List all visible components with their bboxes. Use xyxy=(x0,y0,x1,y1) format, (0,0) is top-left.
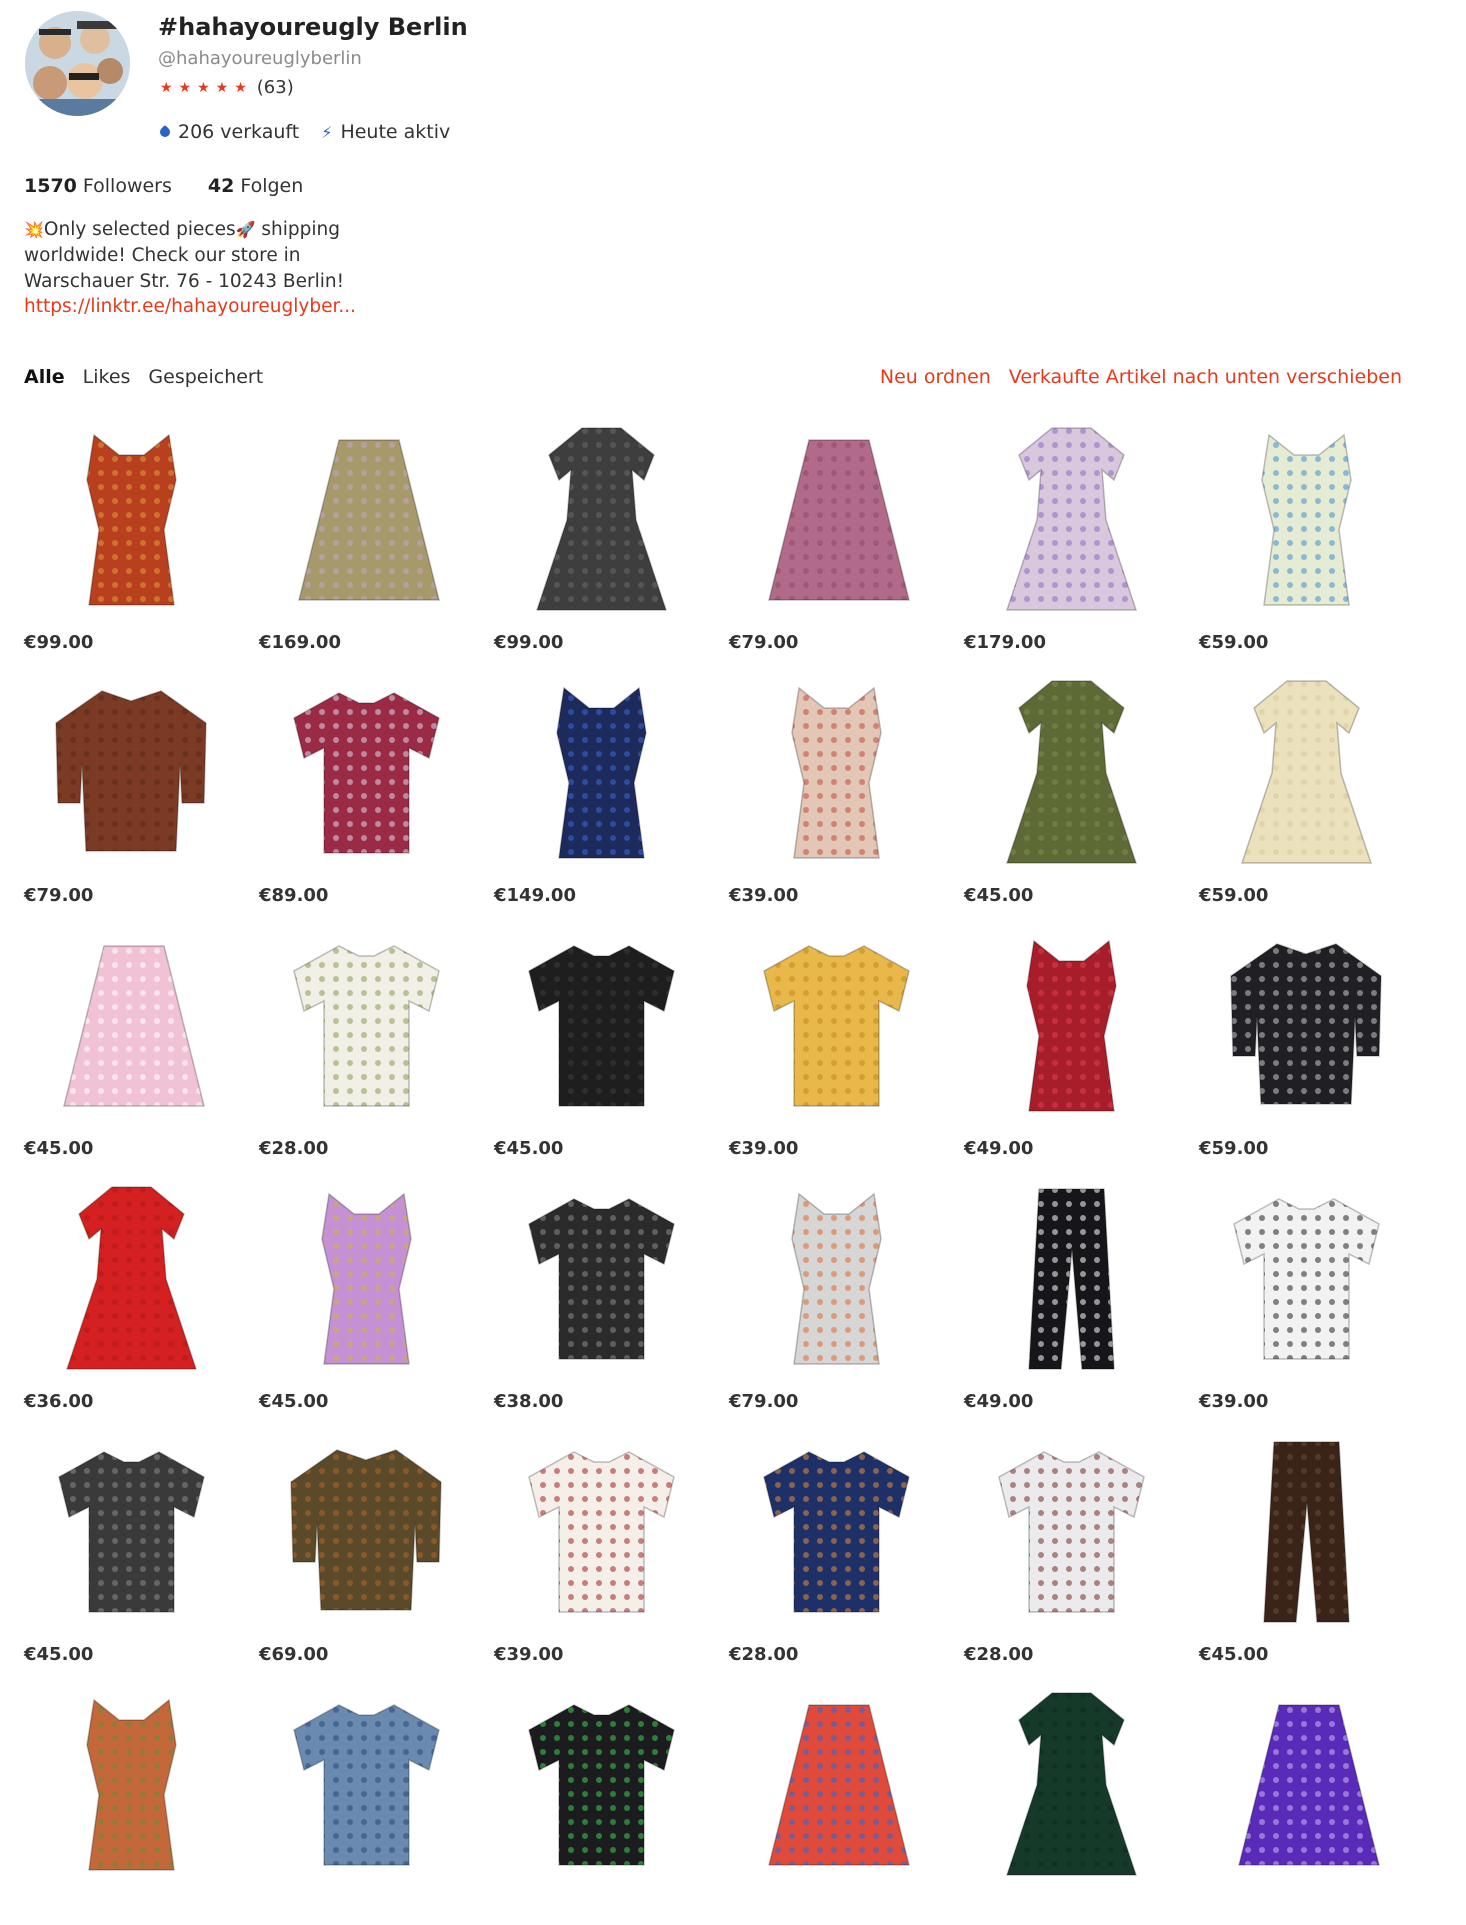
collision-icon: 💥 xyxy=(24,220,44,239)
tag-icon xyxy=(158,125,172,139)
bio-line-3: Warschauer Str. 76 - 10243 Berlin! xyxy=(24,271,344,292)
item-card[interactable] xyxy=(259,663,474,913)
followers-count: 1570 xyxy=(24,175,77,197)
item-price: €45.00 xyxy=(24,1138,94,1159)
item-price: €99.00 xyxy=(494,632,564,653)
item-price: €36.00 xyxy=(24,1391,94,1412)
avatar-image xyxy=(25,11,130,116)
item-price: €59.00 xyxy=(1199,885,1269,906)
rocket-icon: 🚀 xyxy=(235,220,256,239)
item-photo[interactable] xyxy=(964,1675,1179,1890)
bio-link[interactable]: https://linktr.ee/hahayoureuglyber... xyxy=(24,296,356,317)
item-price: €79.00 xyxy=(729,1391,799,1412)
sold-count: 206 verkauft xyxy=(178,121,300,143)
item-photo[interactable] xyxy=(259,916,474,1131)
shop-name: #hahayoureugly Berlin xyxy=(158,13,468,41)
item-card[interactable] xyxy=(1199,1675,1414,1925)
item-price: €45.00 xyxy=(24,1644,94,1665)
item-photo[interactable] xyxy=(729,1675,944,1890)
item-card[interactable] xyxy=(259,1422,474,1672)
move-sold-down-button[interactable]: Verkaufte Artikel nach unten verschieben xyxy=(1008,366,1402,388)
item-price: €28.00 xyxy=(259,1138,329,1159)
item-card[interactable] xyxy=(494,1675,709,1925)
shop-handle: @hahayoureuglyberlin xyxy=(158,48,362,69)
item-photo[interactable] xyxy=(24,410,239,625)
item-photo[interactable] xyxy=(494,1169,709,1384)
tab-alle[interactable]: Alle xyxy=(24,366,65,388)
item-card[interactable] xyxy=(259,410,474,660)
item-price: €45.00 xyxy=(494,1138,564,1159)
item-price: €28.00 xyxy=(729,1644,799,1665)
shop-bio xyxy=(24,217,404,295)
item-photo[interactable] xyxy=(1199,1169,1414,1384)
item-card[interactable] xyxy=(24,1675,239,1925)
bio-line-1: Only selected pieces xyxy=(43,219,236,240)
item-photo[interactable] xyxy=(494,1422,709,1637)
lightning-icon: ⚡ xyxy=(321,122,333,142)
item-photo[interactable] xyxy=(259,1675,474,1890)
bio-line-1b: shipping xyxy=(255,219,341,240)
item-card[interactable] xyxy=(1199,410,1414,660)
item-photo[interactable] xyxy=(24,1422,239,1637)
item-card[interactable] xyxy=(729,663,944,913)
item-price: €49.00 xyxy=(964,1138,1034,1159)
item-price: €169.00 xyxy=(259,632,341,653)
avatar[interactable] xyxy=(25,11,130,116)
item-price: €39.00 xyxy=(729,1138,799,1159)
item-price: €99.00 xyxy=(24,632,94,653)
item-photo[interactable] xyxy=(494,663,709,878)
item-card[interactable] xyxy=(494,916,709,1166)
item-photo[interactable] xyxy=(1199,916,1414,1131)
item-photo[interactable] xyxy=(964,1422,1179,1637)
item-price: €69.00 xyxy=(259,1644,329,1665)
item-card[interactable] xyxy=(494,410,709,660)
item-card[interactable] xyxy=(259,916,474,1166)
item-price: €59.00 xyxy=(1199,1138,1269,1159)
item-photo[interactable] xyxy=(259,1422,474,1637)
rating[interactable] xyxy=(160,77,294,98)
item-photo[interactable] xyxy=(964,663,1179,878)
item-photo[interactable] xyxy=(24,1169,239,1384)
item-photo[interactable] xyxy=(729,663,944,878)
item-card[interactable] xyxy=(729,410,944,660)
item-price: €45.00 xyxy=(259,1391,329,1412)
follow-stats xyxy=(24,175,339,197)
shop-stats xyxy=(160,121,450,143)
item-card[interactable] xyxy=(964,663,1179,913)
item-photo[interactable] xyxy=(24,916,239,1131)
item-photo[interactable] xyxy=(964,1169,1179,1384)
item-price: €79.00 xyxy=(24,885,94,906)
item-price: €149.00 xyxy=(494,885,576,906)
item-price: €39.00 xyxy=(729,885,799,906)
item-card[interactable] xyxy=(494,1422,709,1672)
item-photo[interactable] xyxy=(1199,663,1414,878)
item-card[interactable] xyxy=(964,1169,1179,1419)
item-card[interactable] xyxy=(729,1422,944,1672)
item-photo[interactable] xyxy=(494,410,709,625)
item-photo[interactable] xyxy=(1199,1675,1414,1890)
item-card[interactable] xyxy=(964,1675,1179,1925)
reorder-button[interactable]: Neu ordnen xyxy=(879,366,991,388)
item-photo[interactable] xyxy=(494,916,709,1131)
item-photo[interactable] xyxy=(259,1169,474,1384)
closet-tabs xyxy=(24,366,281,388)
item-photo[interactable] xyxy=(964,410,1179,625)
item-photo[interactable] xyxy=(259,663,474,878)
item-photo[interactable] xyxy=(1199,1422,1414,1637)
item-price: €38.00 xyxy=(494,1391,564,1412)
rating-count: (63) xyxy=(256,77,294,98)
item-card[interactable] xyxy=(729,1675,944,1925)
tab-likes[interactable]: Likes xyxy=(82,366,131,388)
item-card[interactable] xyxy=(24,663,239,913)
item-card[interactable] xyxy=(1199,1169,1414,1419)
following-link[interactable] xyxy=(208,175,303,197)
item-photo[interactable] xyxy=(259,410,474,625)
item-card[interactable] xyxy=(24,410,239,660)
item-photo[interactable] xyxy=(1199,410,1414,625)
item-price: €79.00 xyxy=(729,632,799,653)
item-photo[interactable] xyxy=(24,663,239,878)
item-price: €89.00 xyxy=(259,885,329,906)
item-price: €49.00 xyxy=(964,1391,1034,1412)
item-card[interactable] xyxy=(729,1169,944,1419)
item-price: €39.00 xyxy=(1199,1391,1269,1412)
item-price: €59.00 xyxy=(1199,632,1269,653)
following-count: 42 xyxy=(207,175,235,197)
item-price: €28.00 xyxy=(964,1644,1034,1665)
following-label: Folgen xyxy=(240,175,304,197)
item-photo[interactable] xyxy=(964,916,1179,1131)
bio-line-2: worldwide! Check our store in xyxy=(24,245,301,266)
item-photo[interactable] xyxy=(729,916,944,1131)
item-card[interactable] xyxy=(494,1169,709,1419)
item-card[interactable] xyxy=(729,916,944,1166)
item-photo[interactable] xyxy=(494,1675,709,1890)
item-card[interactable] xyxy=(1199,663,1414,913)
item-photo[interactable] xyxy=(729,1169,944,1384)
item-card[interactable] xyxy=(1199,916,1414,1166)
followers-link[interactable] xyxy=(24,175,172,197)
star-rating-icon: ★★★★★ xyxy=(160,79,253,96)
item-photo[interactable] xyxy=(729,410,944,625)
followers-label: Followers xyxy=(82,175,172,197)
item-card[interactable] xyxy=(1199,1422,1414,1672)
item-price: €39.00 xyxy=(494,1644,564,1665)
item-photo[interactable] xyxy=(24,1675,239,1890)
item-card[interactable] xyxy=(494,663,709,913)
item-card[interactable] xyxy=(964,410,1179,660)
item-card[interactable] xyxy=(24,1422,239,1672)
item-price: €45.00 xyxy=(1199,1644,1269,1665)
item-price: €45.00 xyxy=(964,885,1034,906)
item-price: €179.00 xyxy=(964,632,1046,653)
item-card[interactable] xyxy=(964,916,1179,1166)
item-card[interactable] xyxy=(24,1169,239,1419)
item-card[interactable] xyxy=(964,1422,1179,1672)
last-active: Heute aktiv xyxy=(340,121,451,143)
tab-gespeichert[interactable]: Gespeichert xyxy=(148,366,264,388)
item-card[interactable] xyxy=(259,1675,474,1925)
item-card[interactable] xyxy=(259,1169,474,1419)
item-photo[interactable] xyxy=(729,1422,944,1637)
item-card[interactable] xyxy=(24,916,239,1166)
closet-actions xyxy=(862,366,1402,388)
